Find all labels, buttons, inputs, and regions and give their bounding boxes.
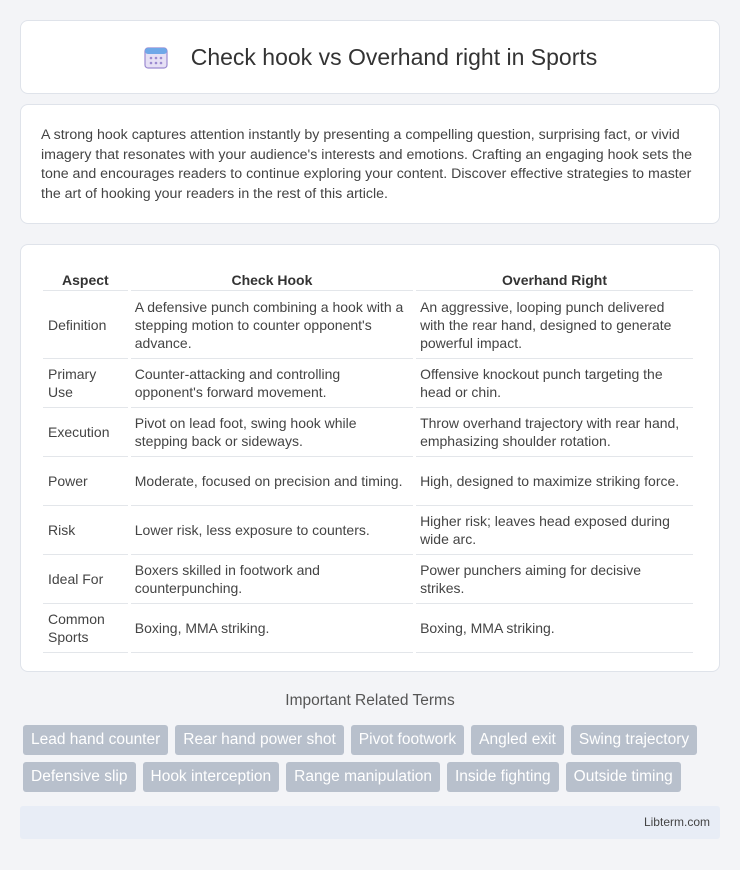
calendar-icon xyxy=(143,44,169,70)
row-overhand-right: Boxing, MMA striking. xyxy=(416,604,693,653)
header-check-hook: Check Hook xyxy=(131,265,413,291)
row-aspect: Ideal For xyxy=(43,555,128,604)
tag-swing-trajectory[interactable]: Swing trajectory xyxy=(571,725,697,755)
row-overhand-right: Offensive knockout punch targeting the head or chin. xyxy=(416,359,693,408)
row-check-hook: Pivot on lead foot, swing hook while stepping back or sideways. xyxy=(131,408,413,457)
row-overhand-right: Power punchers aiming for decisive strikes. xyxy=(416,555,693,604)
tag-defensive-slip[interactable]: Defensive slip xyxy=(23,762,136,792)
table-row xyxy=(43,291,693,359)
row-overhand-right: Throw overhand trajectory with rear hand, emphasizing shoulder rotation. xyxy=(416,408,693,457)
intro-card xyxy=(20,104,720,224)
comparison-card xyxy=(20,244,720,672)
row-aspect: Primary Use xyxy=(43,359,128,408)
intro-text: A strong hook captures attention instantly by presenting a compelling question, surprising fact, or vivid imagery that resonates with your audience's interests and emotions. Crafting an engaging hook sets the tone and encourages readers to continue exploring your content. Discover effective strategies to master the art of hooking your readers in the rest of this article. xyxy=(41,127,692,202)
tag-inside-fighting[interactable]: Inside fighting xyxy=(447,762,559,792)
row-aspect: Risk xyxy=(43,506,128,555)
table-row xyxy=(43,457,693,506)
footer xyxy=(20,806,720,839)
row-check-hook: Boxers skilled in footwork and counterpunching. xyxy=(131,555,413,604)
row-aspect: Power xyxy=(43,457,128,506)
comparison-table xyxy=(40,265,696,653)
row-aspect: Common Sports xyxy=(43,604,128,653)
table-row xyxy=(43,604,693,653)
row-overhand-right: High, designed to maximize striking force. xyxy=(416,457,693,506)
tag-range-manipulation[interactable]: Range manipulation xyxy=(286,762,440,792)
header-overhand-right: Overhand Right xyxy=(416,265,693,291)
tag-outside-timing[interactable]: Outside timing xyxy=(566,762,681,792)
row-aspect: Definition xyxy=(43,291,128,359)
row-check-hook: Counter-attacking and controlling opponent's forward movement. xyxy=(131,359,413,408)
tag-angled-exit[interactable]: Angled exit xyxy=(471,725,564,755)
table-row xyxy=(43,506,693,555)
row-check-hook: Moderate, focused on precision and timing. xyxy=(131,457,413,506)
tag-row xyxy=(23,725,723,755)
related-terms xyxy=(23,725,723,799)
footer-link[interactable]: Libterm.com xyxy=(643,815,710,829)
table-row xyxy=(43,408,693,457)
row-check-hook: Boxing, MMA striking. xyxy=(131,604,413,653)
table-row xyxy=(43,555,693,604)
row-check-hook: Lower risk, less exposure to counters. xyxy=(131,506,413,555)
row-overhand-right: An aggressive, looping punch delivered with the rear hand, designed to generate powerful impact. xyxy=(416,291,693,359)
tag-rear-hand-power-shot[interactable]: Rear hand power shot xyxy=(175,725,344,755)
tag-hook-interception[interactable]: Hook interception xyxy=(143,762,280,792)
tag-pivot-footwork[interactable]: Pivot footwork xyxy=(351,725,464,755)
page-title: Check hook vs Overhand right in Sports xyxy=(190,43,598,70)
table-row xyxy=(43,359,693,408)
related-terms-title: Important Related Terms xyxy=(285,692,455,709)
tag-lead-hand-counter[interactable]: Lead hand counter xyxy=(23,725,168,755)
row-aspect: Execution xyxy=(43,408,128,457)
header-aspect: Aspect xyxy=(43,265,128,291)
tag-row xyxy=(23,762,723,792)
row-check-hook: A defensive punch combining a hook with a stepping motion to counter opponent's advance. xyxy=(131,291,413,359)
table-header-row xyxy=(43,265,693,291)
header-card xyxy=(20,20,720,94)
row-overhand-right: Higher risk; leaves head exposed during wide arc. xyxy=(416,506,693,555)
